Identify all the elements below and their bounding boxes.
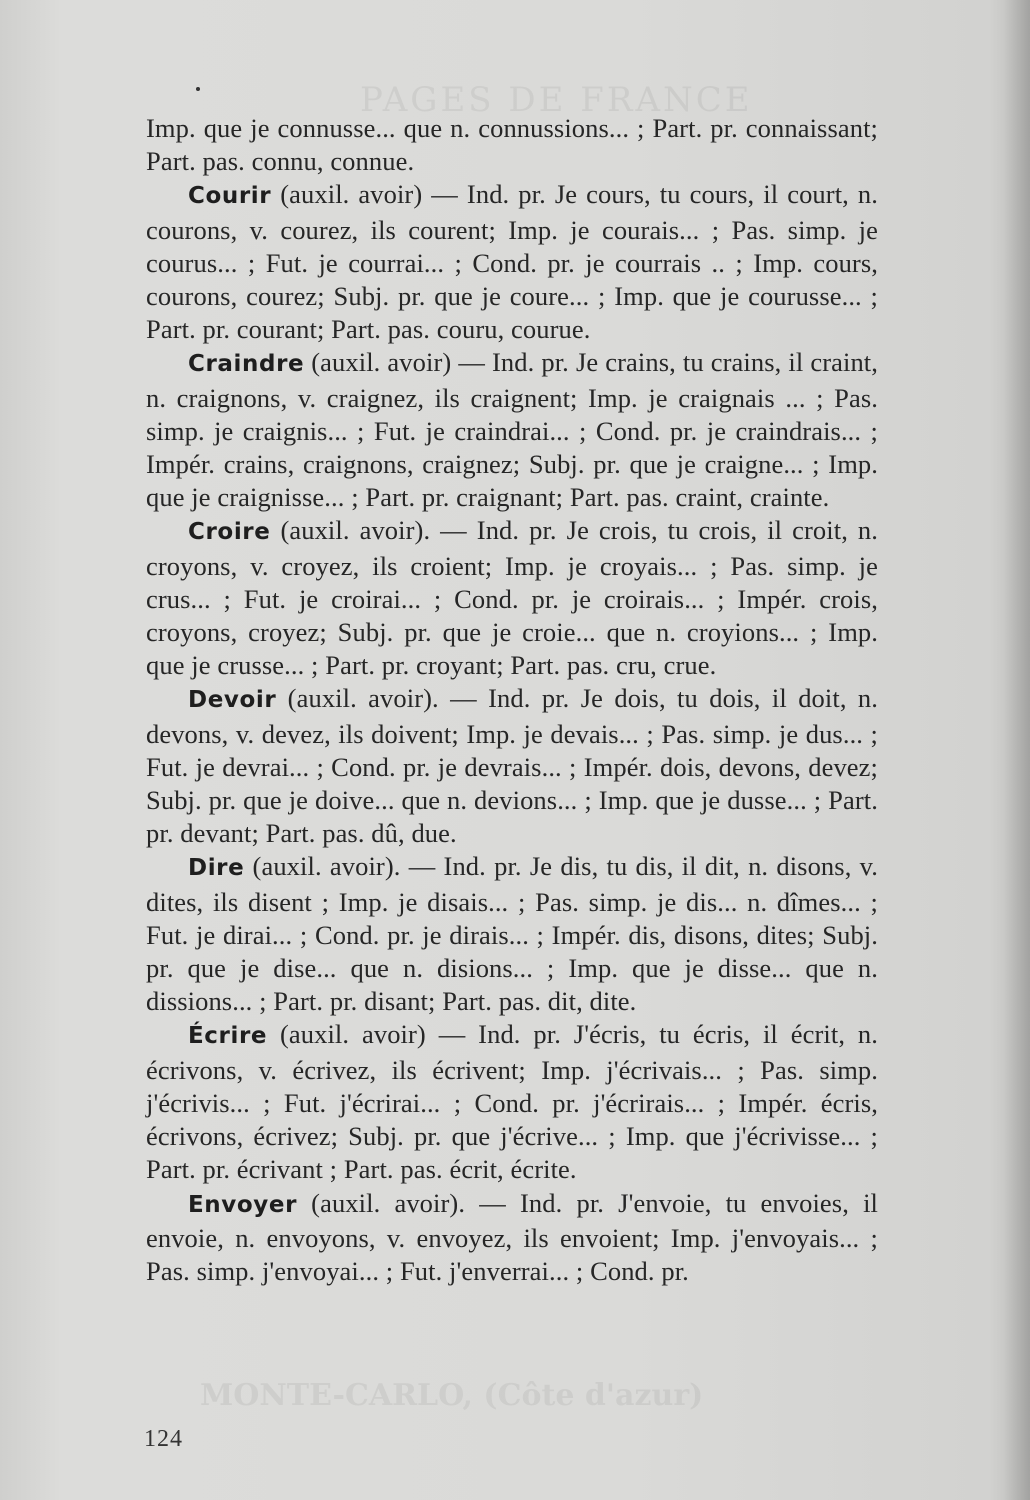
entry-craindre: [146, 346, 878, 514]
verb-heading: Courir: [188, 183, 272, 210]
entry-body: (auxil. avoir) — Ind. pr. Je cours, tu cours, il court, n. courons, v. courez, ils courent; Imp. je courais... ; Pas. simp. je courus... ; Fut. je courrai... ; Cond. pr. je courrais .. ; Imp. cours, courons, courez; Subj. pr. que je coure... ; Imp. que je courusse... ; Part. pr. courant; Part. pas. couru, courue.: [146, 179, 878, 345]
entry-ecrire: [146, 1018, 878, 1186]
ghost-heading: PAGES DE FRANCE: [360, 80, 753, 120]
verb-heading: Devoir: [188, 687, 277, 714]
entry-envoyer: [146, 1187, 878, 1289]
entry-body: (auxil. avoir). — Ind. pr. Je dois, tu dois, il doit, n. devons, v. devez, ils doivent; Imp. je devais... ; Pas. simp. je dus... ; Fut. je devrai... ; Cond. pr. je devrais... ; Impér. dois, devons, devez; Subj. pr. que je doive... que n. devions... ; Imp. que je dusse... ; Part. pr. devant; Part. pas. dû, due.: [146, 683, 878, 849]
entry-courir: [146, 178, 878, 346]
entry-devoir: [146, 682, 878, 850]
verb-heading: Craindre: [188, 351, 305, 378]
entry-body: (auxil. avoir) — Ind. pr. Je crains, tu crains, il craint, n. craignons, v. craignez, ils craignent; Imp. je craignais ... ; Pas. simp. je craignis... ; Fut. je craindrai... ; Cond. pr. je craindrais... ; Impér. crains, craignons, craignez; Subj. pr. que je craigne... ; Imp. que je craignisse... ; Part. pr. craignant; Part. pas. craint, crainte.: [146, 347, 878, 513]
verb-heading: Croire: [188, 519, 271, 546]
entry-body: (auxil. avoir). — Ind. pr. Je dis, tu dis, il dit, n. disons, v. dites, ils disent ; Imp. je disais... ; Pas. simp. je dis... n. dîmes... ; Fut. je dirai... ; Cond. pr. je dirais... ; Impér. dis, disons, dites; Subj. pr. que je dise... que n. disions... ; Imp. que je disse... que n. dissions... ; Part. pr. disant; Part. pas. dit, dite.: [146, 851, 878, 1017]
verb-heading: Écrire: [188, 1023, 268, 1050]
verb-heading: Envoyer: [188, 1191, 298, 1218]
conjugation-text: [146, 112, 878, 1288]
page-spine-shadow: [1004, 0, 1030, 1500]
ghost-caption: MONTE-CARLO, (Côte d'azur): [200, 1378, 704, 1413]
intro-paragraph: Imp. que je connusse... que n. connussions... ; Part. pr. connaissant; Part. pas. connu, connue.: [146, 113, 878, 177]
entry-dire: [146, 850, 878, 1018]
entry-body: (auxil. avoir) — Ind. pr. J'écris, tu écris, il écrit, n. écrivons, v. écrivez, ils écrivent; Imp. j'écrivais... ; Pas. simp. j'écrivis... ; Fut. j'écrirai... ; Cond. pr. j'écrirais... ; Impér. écris, écrivons, écrivez; Subj. pr. que j'écrive... ; Imp. que j'écrivisse... ; Part. pr. écrivant ; Part. pas. écrit, écrite.: [146, 1019, 878, 1185]
entry-croire: [146, 514, 878, 682]
page-number: 124: [144, 1426, 183, 1452]
entry-body: (auxil. avoir). — Ind. pr. Je crois, tu crois, il croit, n. croyons, v. croyez, ils croient; Imp. je croyais... ; Pas. simp. je crus... ; Fut. je croirai... ; Cond. pr. je croirais... ; Impér. crois, croyons, croyez; Subj. pr. que je croie... que n. croyions... ; Imp. que je crusse... ; Part. pr. croyant; Part. pas. cru, crue.: [146, 515, 878, 681]
verb-heading: Dire: [188, 855, 245, 882]
ink-speck: [196, 87, 200, 91]
entry-body: (auxil. avoir). — Ind. pr. J'envoie, tu envoies, il envoie, n. envoyons, v. envoyez, ils envoient; Imp. j'envoyais... ; Pas. simp. j'envoyai... ; Fut. j'enverrai... ; Cond. pr.: [146, 1187, 878, 1286]
